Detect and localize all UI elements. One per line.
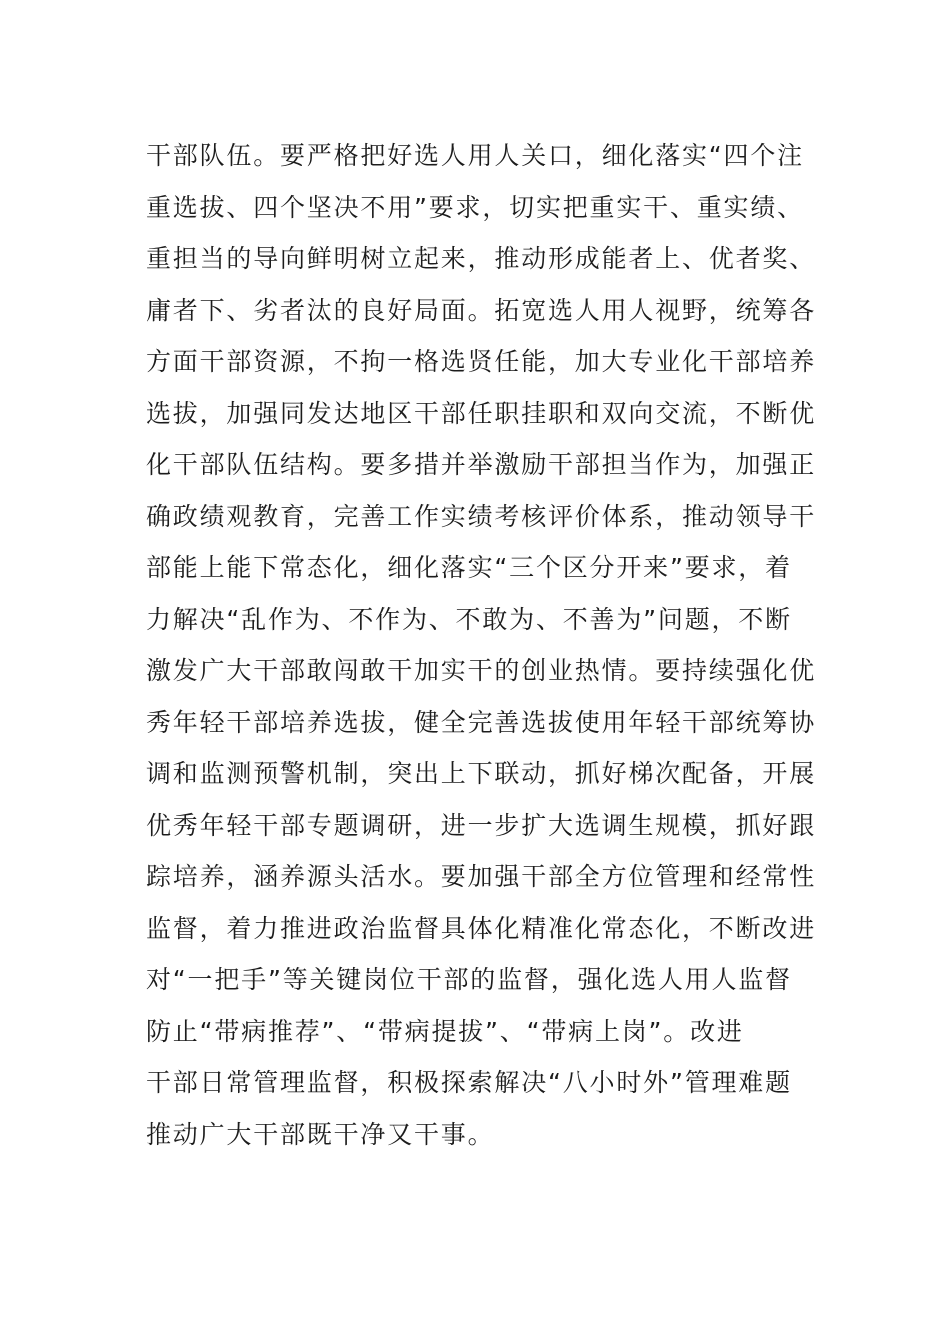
text-line-2: 重选拔、四个坚决不用”要求，切实把重实干、重实绩、: [146, 192, 804, 222]
text-line-9: 部能上能下常态化，细化落实“三个区分开来”要求，着: [146, 553, 792, 582]
text-line-3: 重担当的导向鲜明树立起来，推动形成能者上、优者奖、: [146, 244, 817, 273]
text-line-16: 监督，着力推进政治监督具体化精准化常态化，不断改进: [146, 913, 817, 943]
text-line-8: 确政绩观教育，完善工作实绩考核评价体系，推动领导干: [146, 501, 817, 531]
text-line-10: 力解决“乱作为、不作为、不敢为、不善为”问题，不断: [146, 604, 792, 634]
text-line-19: 干部日常管理监督，积极探索解决“八小时外”管理难题: [146, 1068, 792, 1097]
text-line-11: 激发广大干部敢闯敢干加实干的创业热情。要持续强化优: [146, 656, 817, 685]
text-line-12: 秀年轻干部培养选拔，健全完善选拔使用年轻干部统筹协: [146, 707, 817, 737]
text-line-17: 对“一把手”等关键岗位干部的监督，强化选人用人监督: [146, 965, 792, 994]
body-paragraph: [146, 130, 826, 1160]
text-line-6: 选拔，加强同发达地区干部任职挂职和双向交流，不断优: [146, 398, 817, 428]
text-line-20: 推动广大干部既干净又干事。: [146, 1119, 495, 1149]
text-line-5: 方面干部资源，不拘一格选贤任能，加大专业化干部培养: [146, 347, 817, 376]
text-line-18: 防止“带病推荐”、“带病提拔”、“带病上岗”。改进: [146, 1016, 744, 1046]
text-line-14: 优秀年轻干部专题调研，进一步扩大选调生规模，抓好跟: [146, 810, 817, 840]
text-line-13: 调和监测预警机制，突出上下联动，抓好梯次配备，开展: [146, 759, 817, 788]
text-line-1: 干部队伍。要严格把好选人用人关口，细化落实“四个注: [146, 141, 804, 170]
text-line-15: 踪培养，涵养源头活水。要加强干部全方位管理和经常性: [146, 862, 817, 891]
text-line-4: 庸者下、劣者汰的良好局面。拓宽选人用人视野，统筹各: [146, 295, 817, 325]
text-line-7: 化干部队伍结构。要多措并举激励干部担当作为，加强正: [146, 450, 817, 479]
